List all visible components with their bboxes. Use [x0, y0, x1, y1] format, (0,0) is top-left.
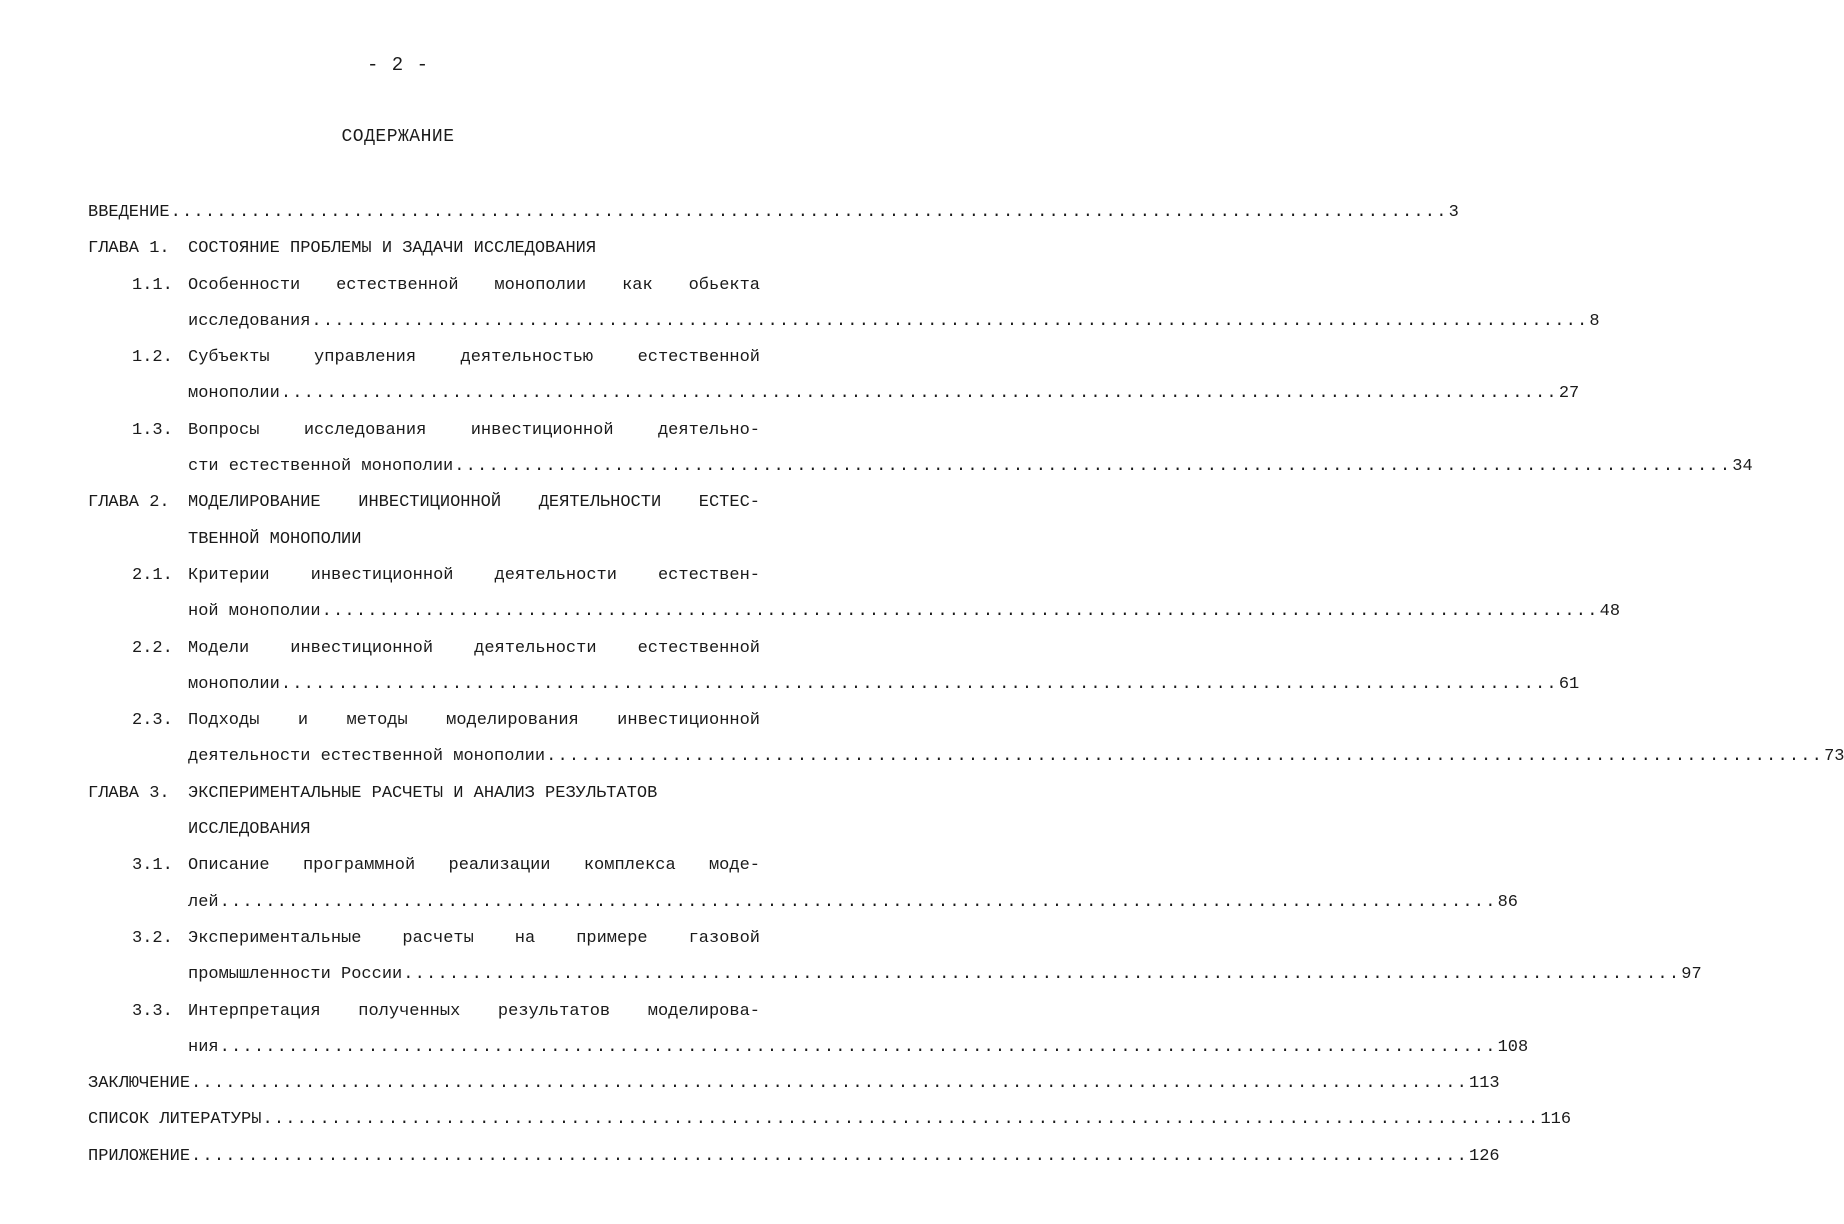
toc-section-2-2[interactable] — [88, 635, 760, 671]
toc-entry-conclusion[interactable] — [88, 1070, 1500, 1106]
chapter-number: ГЛАВА 2. — [88, 493, 170, 513]
section-title-line1: Экспериментальные расчеты на примере газовой — [188, 928, 760, 948]
page-number: - 2 - — [366, 54, 429, 76]
section-title-line2: лей — [188, 892, 219, 912]
toc-page-number: 3 — [1448, 203, 1459, 222]
toc-page-number: 108 — [1497, 1037, 1529, 1057]
section-title-line1: Вопросы исследования инвестиционной деятельно- — [188, 420, 760, 440]
toc-section-2-3-continued[interactable] — [88, 743, 1844, 779]
section-title-line2: монополии — [188, 674, 280, 694]
chapter-title-line2: ТВЕННОЙ МОНОПОЛИИ — [188, 529, 362, 549]
toc-entry-text: ВВЕДЕНИЕ — [88, 203, 170, 222]
toc-page-number: 27 — [1558, 384, 1580, 404]
toc-chapter-2[interactable] — [88, 489, 760, 525]
section-title-line1: Подходы и методы моделирования инвестиционной — [188, 711, 760, 731]
toc-section-1-3[interactable] — [88, 417, 760, 453]
toc-entry-references[interactable] — [88, 1106, 1572, 1142]
dot-leader: ................................................................................................................ — [191, 1146, 1469, 1166]
chapter-title-line1: МОДЕЛИРОВАНИЕ ИНВЕСТИЦИОННОЙ ДЕЯТЕЛЬНОСТИ ЕСТЕС- — [188, 493, 760, 513]
toc-page-number: 113 — [1469, 1074, 1500, 1094]
section-title-line2: промышленности России — [188, 965, 403, 985]
toc-page-number: 8 — [1589, 311, 1600, 331]
section-title-line2: сти естественной монополии — [188, 457, 454, 477]
toc-page-number: 48 — [1599, 602, 1621, 622]
dot-leader: ................................................................................................................ — [546, 747, 1824, 767]
toc-chapter-1[interactable] — [88, 235, 760, 271]
dot-leader: ................................................................................................................ — [403, 965, 1681, 985]
section-title-line1: Модели инвестиционной деятельности естественной — [188, 638, 760, 658]
section-title-line2: исследования — [188, 311, 311, 331]
toc-entry-text: ПРИЛОЖЕНИЕ — [88, 1146, 191, 1166]
toc-section-3-3[interactable] — [88, 998, 760, 1034]
section-number: 3.2. — [132, 928, 173, 948]
dot-leader: ................................................................................................................ — [280, 674, 1558, 694]
toc-section-3-1[interactable] — [88, 852, 760, 888]
section-number: 1.1. — [132, 275, 173, 295]
toc-section-2-3[interactable] — [88, 707, 760, 743]
toc-section-1-1[interactable] — [88, 272, 760, 308]
toc-section-3-2[interactable] — [88, 925, 760, 961]
toc-page-number: 97 — [1681, 965, 1702, 985]
toc-page-number: 86 — [1497, 892, 1519, 912]
toc-section-2-1[interactable] — [88, 562, 760, 598]
toc-section-1-1-continued[interactable] — [88, 308, 1600, 344]
section-number: 3.3. — [132, 1001, 173, 1021]
section-number: 2.3. — [132, 711, 173, 731]
dot-leader: ................................................................................................................ — [454, 457, 1732, 477]
section-number: 2.1. — [132, 565, 173, 585]
dot-leader: ................................................................................................................ — [262, 1110, 1540, 1130]
toc-section-1-3-continued[interactable] — [88, 453, 1753, 489]
section-title-line1: Интерпретация полученных результатов моделирова- — [188, 1001, 760, 1021]
chapter-number: ГЛАВА 1. — [88, 239, 170, 259]
toc-page-number: 126 — [1469, 1146, 1500, 1166]
toc-entry-introduction[interactable] — [88, 199, 1459, 235]
section-number: 2.2. — [132, 638, 173, 658]
toc-section-1-2[interactable] — [88, 344, 760, 380]
toc-section-2-1-continued[interactable] — [88, 598, 1621, 634]
section-title-line2: ния — [188, 1037, 219, 1057]
toc-chapter-3-continued[interactable] — [88, 816, 760, 852]
table-of-contents — [88, 199, 1844, 1179]
toc-title: СОДЕРЖАНИЕ — [341, 127, 455, 147]
section-number: 1.3. — [132, 420, 173, 440]
dot-leader: ................................................................................................................ — [191, 1074, 1469, 1094]
toc-chapter-2-continued[interactable] — [88, 526, 760, 562]
dot-leader: ................................................................................................................ — [321, 602, 1599, 622]
section-title-line2: ной монополии — [188, 602, 321, 622]
toc-entry-text: ЗАКЛЮЧЕНИЕ — [88, 1074, 191, 1094]
toc-page-number: 34 — [1732, 457, 1753, 477]
toc-section-3-1-continued[interactable] — [88, 889, 1519, 925]
dot-leader: ................................................................................................................ — [219, 1037, 1497, 1057]
toc-section-1-2-continued[interactable] — [88, 380, 1580, 416]
toc-entry-text: СПИСОК ЛИТЕРАТУРЫ — [88, 1110, 262, 1130]
toc-chapter-3[interactable] — [88, 780, 760, 816]
toc-entry-appendix[interactable] — [88, 1143, 1500, 1179]
section-title-line1: Особенности естественной монополии как обьекта — [188, 275, 760, 295]
section-title-line1: Субъекты управления деятельностью естественной — [188, 348, 760, 368]
chapter-number: ГЛАВА 3. — [88, 783, 170, 803]
toc-section-3-3-continued[interactable] — [88, 1034, 1529, 1070]
toc-page-number: 61 — [1558, 674, 1580, 694]
chapter-title: СОСТОЯНИЕ ПРОБЛЕМЫ И ЗАДАЧИ ИССЛЕДОВАНИЯ — [188, 239, 597, 259]
toc-section-3-2-continued[interactable] — [88, 961, 1702, 997]
section-title-line1: Описание программной реализации комплекса моде- — [188, 856, 760, 876]
section-title-line1: Критерии инвестиционной деятельности естествен- — [188, 565, 760, 585]
toc-page-number: 116 — [1540, 1110, 1572, 1130]
section-number: 3.1. — [132, 856, 173, 876]
section-number: 1.2. — [132, 348, 173, 368]
dot-leader: ................................................................................................................ — [280, 384, 1558, 404]
dot-leader: ................................................................................................................ — [170, 203, 1448, 222]
dot-leader: ................................................................................................................ — [219, 892, 1497, 912]
section-title-line2: деятельности естественной монополии — [188, 747, 546, 767]
chapter-title-line1: ЭКСПЕРИМЕНТАЛЬНЫЕ РАСЧЕТЫ И АНАЛИЗ РЕЗУЛЬТАТОВ — [188, 783, 658, 803]
toc-section-2-2-continued[interactable] — [88, 671, 1580, 707]
section-title-line2: монополии — [188, 384, 280, 404]
toc-page-number: 73 — [1824, 747, 1844, 767]
chapter-title-line2: ИССЛЕДОВАНИЯ — [188, 820, 311, 840]
dot-leader: ................................................................................................................ — [311, 311, 1589, 331]
